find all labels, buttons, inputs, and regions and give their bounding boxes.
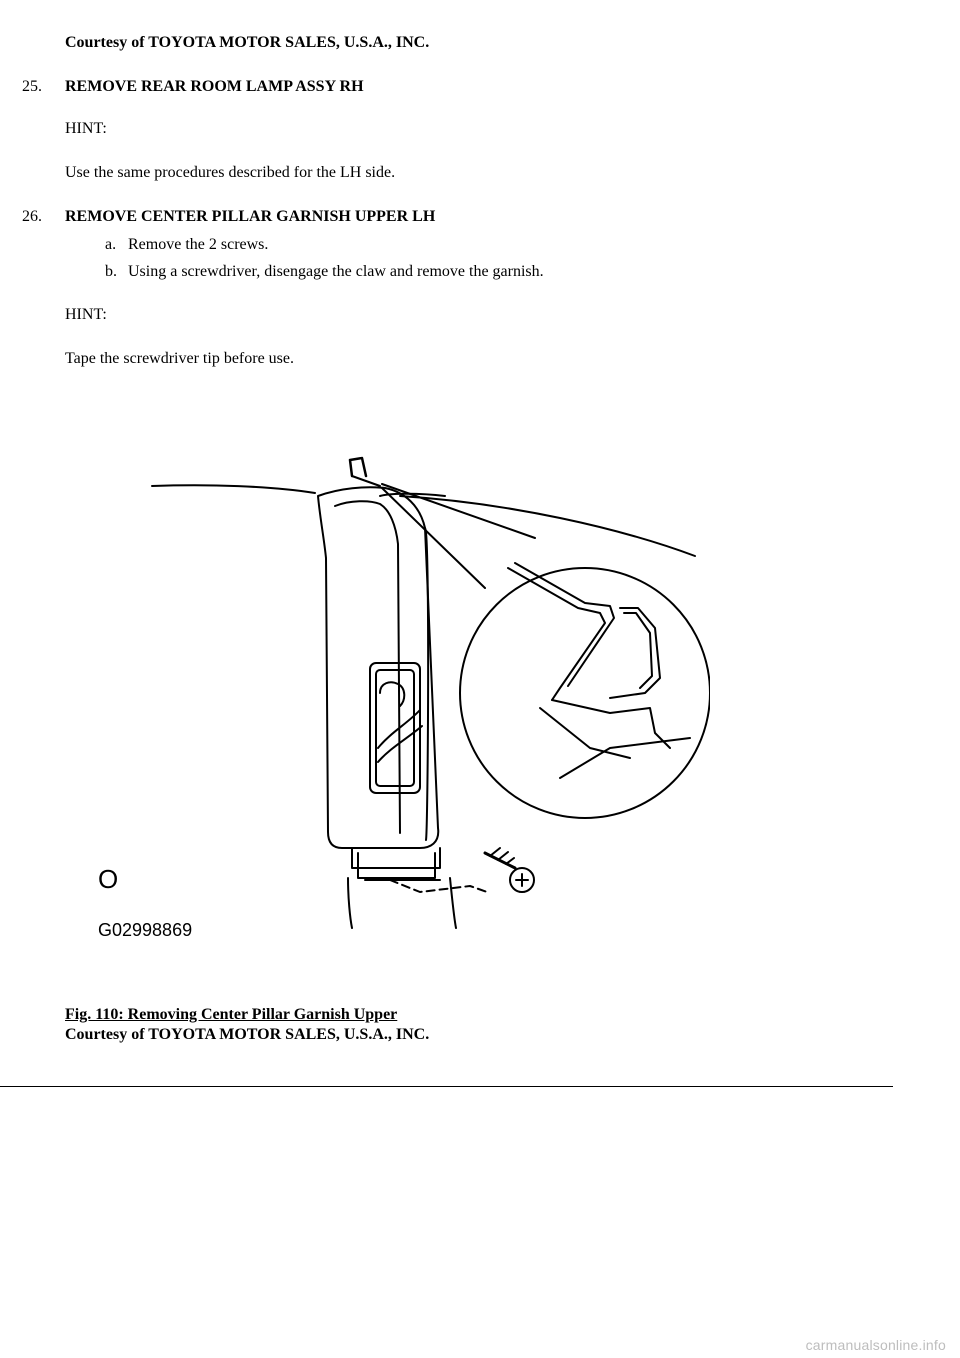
header-courtesy: Courtesy of TOYOTA MOTOR SALES, U.S.A., INC. <box>65 34 430 51</box>
pillar-garnish-illustration <box>90 448 710 948</box>
figure-courtesy: Courtesy of TOYOTA MOTOR SALES, U.S.A., INC. <box>65 1026 430 1043</box>
watermark: carmanualsonline.info <box>805 1337 946 1353</box>
step-25-number: 25. <box>22 78 42 95</box>
figure-caption: Fig. 110: Removing Center Pillar Garnish Upper <box>65 1006 398 1023</box>
illustration-drawing <box>90 448 710 948</box>
step-25-hint-text: Use the same procedures described for the LH side. <box>65 164 396 181</box>
substep-a-marker: a. <box>105 236 117 253</box>
substep-b-text: Using a screwdriver, disengage the claw and remove the garnish. <box>128 263 544 280</box>
figure-code: G02998869 <box>98 920 193 940</box>
step-26-title: REMOVE CENTER PILLAR GARNISH UPPER LH <box>65 208 436 225</box>
step-26-hint-text: Tape the screwdriver tip before use. <box>65 350 294 367</box>
step-26-number: 26. <box>22 208 42 225</box>
page-divider <box>0 1086 893 1087</box>
step-25-hint-label: HINT: <box>65 120 107 137</box>
substep-b-marker: b. <box>105 263 117 280</box>
figure-symbol: O <box>98 864 119 894</box>
step-26-hint-label: HINT: <box>65 306 107 323</box>
step-25-title: REMOVE REAR ROOM LAMP ASSY RH <box>65 78 364 95</box>
substep-a-text: Remove the 2 screws. <box>128 236 269 253</box>
